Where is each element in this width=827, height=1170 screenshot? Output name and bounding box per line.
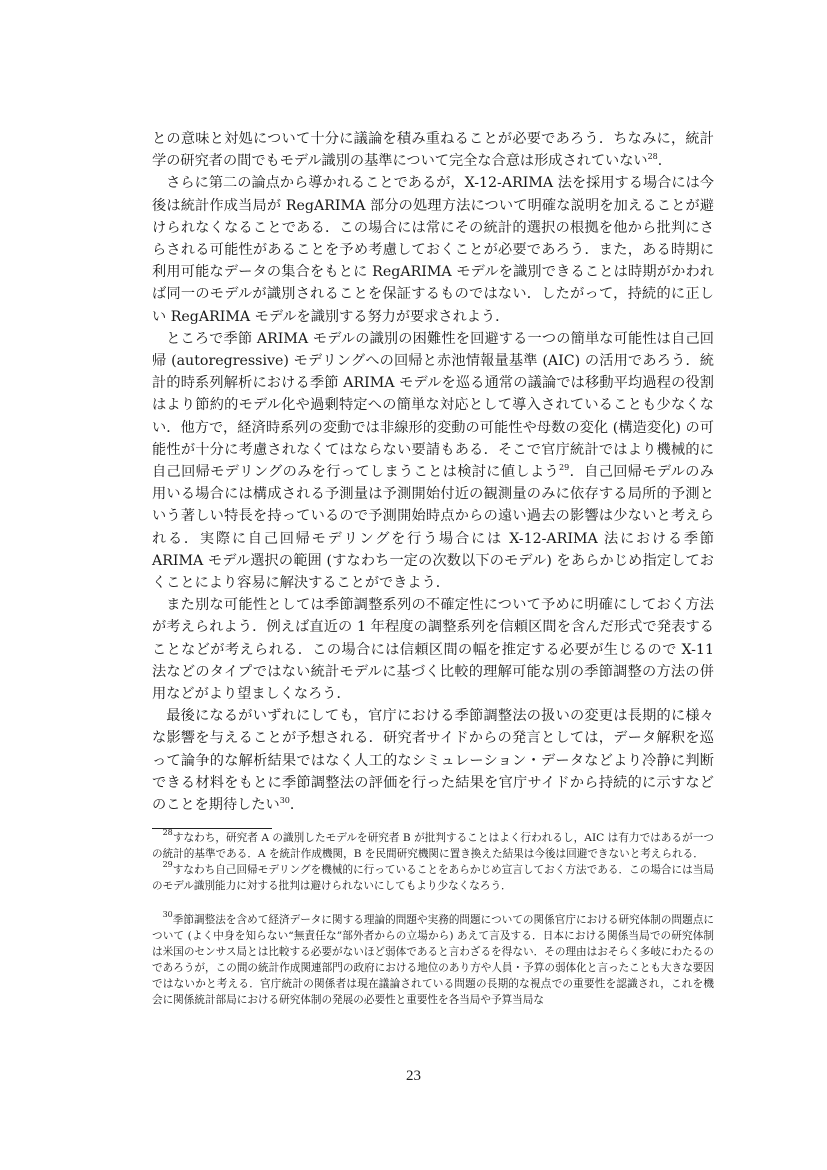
footnote: $^{29}$すなわち自己回帰モデリングを機械的に行っていることをあらかじめ宣言しておく方法である．この場合には当局のモデル識別能力に対する批判は避けられないにしてもより少なくなろう． [152, 860, 714, 892]
body-text [152, 128, 714, 816]
footnote: $^{30}$季節調整法を含めて経済データに関する理論的問題や実務的問題についての関係官庁における研究体制の問題点について (よく中身を知らない“無責任な”部外者からの立場から) あえて言及する．日本における関係当局での研究体制は米国のセンサス局とは比較する必要がないほど弱体であると言わざるを得ない．その理由はおそらく多岐にわたるのであろうが，この間の統計作成関連部門の政府における地位のあり方や人員・予算の弱体化と言ったことも大きな要因ではないかと考える．官庁統計の関係者は現在議論されている問題の長期的な視点での重要性を認識され，これを機会に関係統計部局における研究体制の発展の必要性と重要性を各当局や予算当局な [152, 910, 714, 1006]
paragraph: との意味と対処について十分に議論を積み重ねることが必要であろう．ちなみに，統計学の研究者の間でもモデル識別の基準について完全な合意は形成されていない$^{28}$． [152, 131, 714, 170]
footnote-ref[interactable]: 29 [559, 463, 570, 473]
paragraph: 最後になるがいずれにしても，官庁における季節調整法の扱いの変更は長期的に様々な影響を与えることが予想される．研究者サイドからの発言としては，データ解釈を巡って論争的な解析結果ではなく人工的なシミュレーション・データなどより冷静に判断できる材料をもとに季節調整法の評価を行った結果を官庁サイドから持続的に示すなどのことを期待したい$^{30}$． [152, 708, 714, 814]
paragraph: さらに第二の論点から導かれることであるが，X-12-ARIMA 法を採用する場合には今後は統計作成当局が RegARIMA 部分の処理方法について明確な説明を加えることが避けられなくなることである．この場合には常にその統計的選択の根拠を他から批判にさらされる可能性があることを予め考慮しておくことが必要であろう．また，ある時期に利用可能なデータの集合をもとに RegARIMA モデルを識別できることは時期がかわれば同一のモデルが識別されることを保証するものではない．したがって，持続的に正しい RegARIMA モデルを識別する努力が要求されよう． [152, 175, 714, 325]
footnote-ref[interactable]: 30 [279, 796, 290, 806]
footnote-mark: 30 [162, 910, 173, 919]
footnotes [152, 830, 714, 1008]
page-number: 23 [406, 1068, 421, 1084]
paragraph: ところで季節 ARIMA モデルの識別の困難性を回避する一つの簡単な可能性は自己回帰 (autoregressive) モデリングへの回帰と赤池情報量基準 (AIC) の活用であろう．統計的時系列解析における季節 ARIMA モデルを巡る通常の議論では移動平均過程の役割はより節約的モデル化や過剰特定への簡単な対応として導入されていることも少なくない．他方で，経済時系列の変動では非線形的変動の可能性や母数の変化 (構造変化) の可能性が十分に考慮されなくてはならない要請もある．そこで官庁統計ではより機械的に自己回帰モデリングのみを行ってしまうことは検討に値しよう$^{29}$．自己回帰モデルのみ用いる場合には構成される予測量は予測開始付近の観測量のみに依存する局所的予測という著しい特長を持っているので予測開始時点からの遠い過去の影響は少ないと考えられる．実際に自己回帰モデリングを行う場合には X-12-ARIMA 法における季節 ARIMA モデル選択の範囲 (すなわち一定の次数以下のモデル) をあらかじめ指定しておくことにより容易に解決することができよう． [152, 330, 714, 592]
footnote-ref[interactable]: 28 [647, 152, 658, 162]
footnote-mark: 28 [162, 828, 173, 837]
footnote-mark: 29 [162, 860, 173, 869]
paragraph: また別な可能性としては季節調整系列の不確定性について予めに明確にしておく方法が考えられよう．例えば直近の 1 年程度の調整系列を信頼区間を含んだ形式で発表することなどが考えられる．この場合には信頼区間の幅を推定する必要が生じるので X-11 法などのタイプではない統計モデルに基づく比較的理解可能な別の季節調整の方法の併用などがより望ましくなろう． [152, 597, 714, 703]
footnote: $^{28}$すなわち，研究者 A の識別したモデルを研究者 B が批判することはよく行われるし，AIC は有力ではあるが一つの統計的基準である．A を統計作成機関，B を民間研究機関に置き換えた結果は今後は回避できないと考えられる． [152, 828, 714, 860]
